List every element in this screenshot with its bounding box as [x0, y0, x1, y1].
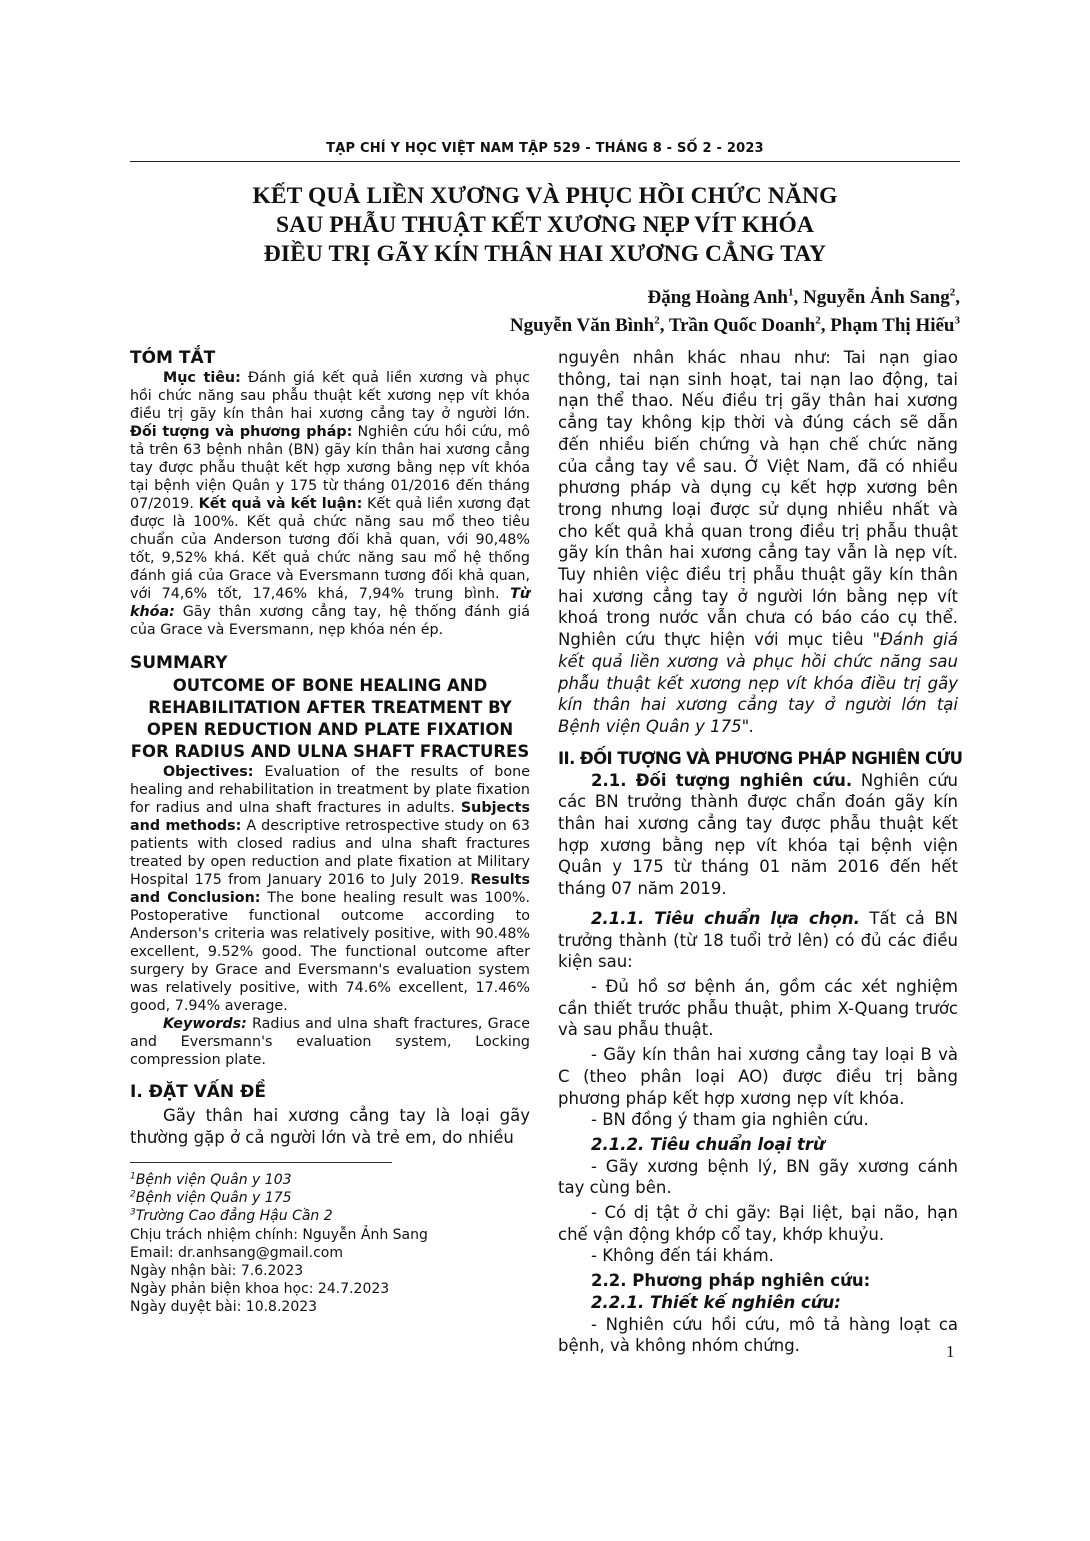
- summary-methods-text: A descriptive retrospective study on 63 patients with closed radius and ulna shaft fractures treated by open reduction and plate fixation at Military Hospital 175 from January 2016 to July 2019.: [130, 818, 530, 888]
- summary-keywords-text: Radius and ulna shaft fractures, Grace and Eversmann's evaluation system, Locking compression plate.: [130, 1016, 530, 1068]
- tomtat-paragraph: [130, 369, 530, 639]
- section-2-1: [558, 770, 958, 900]
- affiliation-2: Bệnh viện Quân y 175: [135, 1190, 292, 1207]
- summary-title-line: OPEN REDUCTION AND PLATE FIXATION: [146, 720, 514, 739]
- title-line-3: ĐIỀU TRỊ GÃY KÍN THÂN HAI XƯƠNG CẲNG TAY: [263, 241, 827, 267]
- section-2-1-1: [558, 908, 958, 973]
- exclusion-item: - Không đến tái khám.: [591, 1246, 774, 1266]
- corresponding-email: Email: dr.anhsang@gmail.com: [130, 1244, 344, 1261]
- date-accepted: Ngày duyệt bài: 10.8.2023: [130, 1299, 318, 1316]
- tomtat-objective-label: Mục tiêu:: [163, 370, 241, 386]
- corresponding-author: Chịu trách nhiệm chính: Nguyễn Ảnh Sang: [130, 1226, 428, 1243]
- section-2-1-label: 2.1. Đối tượng nghiên cứu.: [591, 770, 853, 790]
- section-2-1-1-label: 2.1.1. Tiêu chuẩn lựa chọn.: [591, 908, 860, 928]
- author-separator: ,: [793, 287, 803, 308]
- left-column: [130, 347, 530, 1148]
- footnotes: [130, 1171, 530, 1317]
- summary-title-line: REHABILITATION AFTER TREATMENT BY: [148, 698, 512, 717]
- summary-results-label: Results and Conclusion:: [130, 872, 531, 906]
- tomtat-methods-text: Nghiên cứu hồi cứu, mô tả trên 63 bệnh nhân (BN) gãy kín thân hai xương cẳng tay được phẫu thuật kết hợp xương bằng nẹp vít khóa tại bệnh viện Quân y 175 từ tháng 01/2016 đến tháng 07/2019.: [130, 424, 530, 512]
- summary-methods-label: Subjects and methods:: [130, 800, 530, 834]
- summary-paragraph: [130, 763, 530, 1015]
- author-separator: ,: [955, 287, 960, 308]
- author-name: Nguyễn Văn Bình: [509, 315, 655, 336]
- summary-keywords: [130, 1015, 530, 1069]
- section-2-2-1-label: 2.2.1. Thiết kế nghiên cứu:: [591, 1292, 841, 1312]
- intro-heading: I. ĐẶT VẤN ĐỀ: [130, 1082, 266, 1102]
- page-number: 1: [946, 1342, 955, 1361]
- header-rule: [130, 161, 960, 162]
- section-2-1-2-label: 2.1.2. Tiêu chuẩn loại trừ: [591, 1134, 825, 1154]
- inclusion-item: - Gãy kín thân hai xương cẳng tay loại B và C (theo phân loại AO) được điều trị bằng phương pháp kết hợp xương nẹp vít khóa.: [558, 1045, 958, 1108]
- author-name: Nguyễn Ảnh Sang: [802, 287, 950, 308]
- author-affiliation: 3: [954, 314, 960, 327]
- methods-heading: II. ĐỐI TƯỢNG VÀ PHƯƠNG PHÁP NGHIÊN CỨU: [558, 748, 963, 768]
- tomtat-objective-text: Đánh giá kết quả liền xương và phục hồi chức năng sau phẫu thuật kết xương nẹp vít khóa điều trị gãy kín thân hai xương cẳng tay ở người lớn.: [130, 370, 530, 422]
- design-item: - Nghiên cứu hồi cứu, mô tả hàng loạt ca bệnh, và không nhóm chứng.: [558, 1314, 958, 1356]
- tomtat-methods-label: Đối tượng và phương pháp:: [130, 424, 353, 440]
- tomtat-results-label: Kết quả và kết luận:: [198, 496, 363, 512]
- title-line-1: KẾT QUẢ LIỀN XƯƠNG VÀ PHỤC HỒI CHỨC NĂNG: [252, 183, 838, 209]
- affiliation-number: 3: [130, 1207, 136, 1218]
- tomtat-keywords-label: Từ khóa:: [130, 586, 530, 620]
- summary-keywords-label: Keywords:: [163, 1016, 247, 1032]
- exclusion-item: - Có dị tật ở chi gãy: Bại liệt, bại não, hạn chế vận động khớp cổ tay, khớp khuỷu.: [558, 1203, 958, 1244]
- summary-title-line: OUTCOME OF BONE HEALING AND: [172, 676, 488, 695]
- inclusion-item: - BN đồng ý tham gia nghiên cứu.: [591, 1110, 869, 1130]
- intro-paragraph-left: Gãy thân hai xương cẳng tay là loại gãy thường gặp ở cả người lớn và trẻ em, do nhiều: [130, 1106, 530, 1147]
- author-affiliation: 2: [654, 314, 660, 327]
- author-affiliation: 2: [815, 314, 821, 327]
- section-2-2-label: 2.2. Phương pháp nghiên cứu:: [591, 1271, 871, 1291]
- paper-title: [130, 182, 960, 269]
- affiliation-3: Trường Cao đẳng Hậu Cần 2: [135, 1208, 333, 1225]
- author-line-1: [510, 284, 960, 312]
- author-line-2: [510, 312, 960, 340]
- inclusion-item: - Đủ hồ sơ bệnh án, gồm các xét nghiệm cần thiết trước phẫu thuật, phim X-Quang trước và sau phẫu thuật.: [558, 976, 958, 1040]
- section-2-1-text: Nghiên cứu các BN trưởng thành được chẩn đoán gãy kín thân hai xương cẳng tay được phẫu thuật kết hợp xương bằng nẹp vít khóa tại bệnh viện Quân y 175 từ tháng 01 năm 2016 đến hết tháng 07 năm 2019.: [558, 770, 958, 899]
- summary-title: [130, 675, 530, 763]
- affiliation-1: Bệnh viện Quân y 103: [135, 1172, 292, 1188]
- section-2-1-1-text: Tất cả BN trưởng thành (từ 18 tuổi trở lên) có đủ các điều kiện sau:: [558, 908, 958, 972]
- exclusion-item: - Gãy xương bệnh lý, BN gãy xương cánh tay cùng bên.: [558, 1156, 958, 1198]
- author-name: Phạm Thị Hiếu: [830, 315, 955, 336]
- journal-header: TẠP CHÍ Y HỌC VIỆT NAM TẬP 529 - THÁNG 8 - SỐ 2 - 2023: [326, 141, 764, 156]
- author-separator: ,: [820, 315, 831, 336]
- author-list: [510, 284, 960, 340]
- affiliation-number: 1: [130, 1171, 136, 1182]
- footnote-rule: [130, 1162, 392, 1163]
- tomtat-keywords-text: Gãy thân xương cẳng tay, hệ thống đánh giá của Grace và Eversmann, nẹp khóa nén ép.: [130, 604, 530, 638]
- intro-paragraph-right: [558, 347, 958, 738]
- summary-heading: SUMMARY: [130, 653, 228, 673]
- author-separator: ,: [659, 315, 669, 336]
- summary-objectives-text: Evaluation of the results of bone healing and rehabilitation in treatment by plate fixation for radius and ulna shaft fractures in adults.: [130, 764, 530, 816]
- intro-text: nguyên nhân khác nhau như: Tai nạn giao thông, tai nạn sinh hoạt, tai nạn lao động, tai nạn thể thao. Nếu điều trị gãy thân hai xương cẳng tay không kịp thời và đúng cách sẽ dẫn đến nhiều biến chứng và hạn chế chức năng của cẳng tay về sau. Ở Việt Nam, đã có nhiều phương pháp và dụng cụ kết hợp xương bên trong nhưng loại được sử dụng nhiều nhất và cho kết quả khả quan trong điều trị phẫu thuật gãy kín thân hai xương cẳng tay vẫn là nẹp vít. Tuy nhiên việc điều trị phẫu thuật gãy kín thân hai xương cẳng tay ở người lớn bằng nẹp vít khoá trong nước vẫn chưa có báo cáo cụ thể. Nghiên cứu thực hiện với mục tiêu: [558, 348, 958, 650]
- affiliation-number: 2: [130, 1189, 136, 1200]
- date-received: Ngày nhận bài: 7.6.2023: [130, 1263, 304, 1280]
- summary-title-line: FOR RADIUS AND ULNA SHAFT FRACTURES: [130, 742, 530, 761]
- right-column: [558, 347, 963, 1357]
- tomtat-heading: TÓM TẮT: [130, 348, 216, 368]
- author-affiliation: 2: [949, 286, 956, 299]
- author-affiliation: 1: [787, 286, 794, 299]
- author-name: Đặng Hoàng Anh: [647, 287, 788, 308]
- summary-objectives-label: Objectives:: [163, 764, 254, 780]
- summary-results-text: The bone healing result was 100%. Postoperative functional outcome according to Anderson's criteria was relatively positive, with 90.48% excellent, 9.52% good. The functional outcome after surgery by Grace and Eversmann's evaluation system was relatively positive, with 74.6% excellent, 17.46% good, 7.94% average.: [130, 890, 530, 1014]
- date-reviewed: Ngày phản biện khoa học: 24.7.2023: [130, 1281, 390, 1298]
- tomtat-results-text: Kết quả liền xương đạt được là 100%. Kết quả chức năng sau mổ theo tiêu chuẩn của Anderson tương đối khả quan, với 90,48% tốt, 9,52% khá. Kết quả chức năng sau mổ hệ thống đánh giá của Grace và Eversmann tương đối khả quan, với 74,6% tốt, 17,46% khá, 7,94% trung bình.: [130, 496, 530, 602]
- title-line-2: SAU PHẪU THUẬT KẾT XƯƠNG NẸP VÍT KHÓA: [276, 212, 814, 238]
- author-name: Trần Quốc Doanh: [668, 315, 816, 336]
- intro-aim: "Đánh giá kết quả liền xương và phục hồi chức năng sau phẫu thuật kết xương nẹp vít khóa điều trị gãy kín thân hai xương cẳng tay ở người lớn tại Bệnh viện Quân y 175".: [558, 630, 958, 736]
